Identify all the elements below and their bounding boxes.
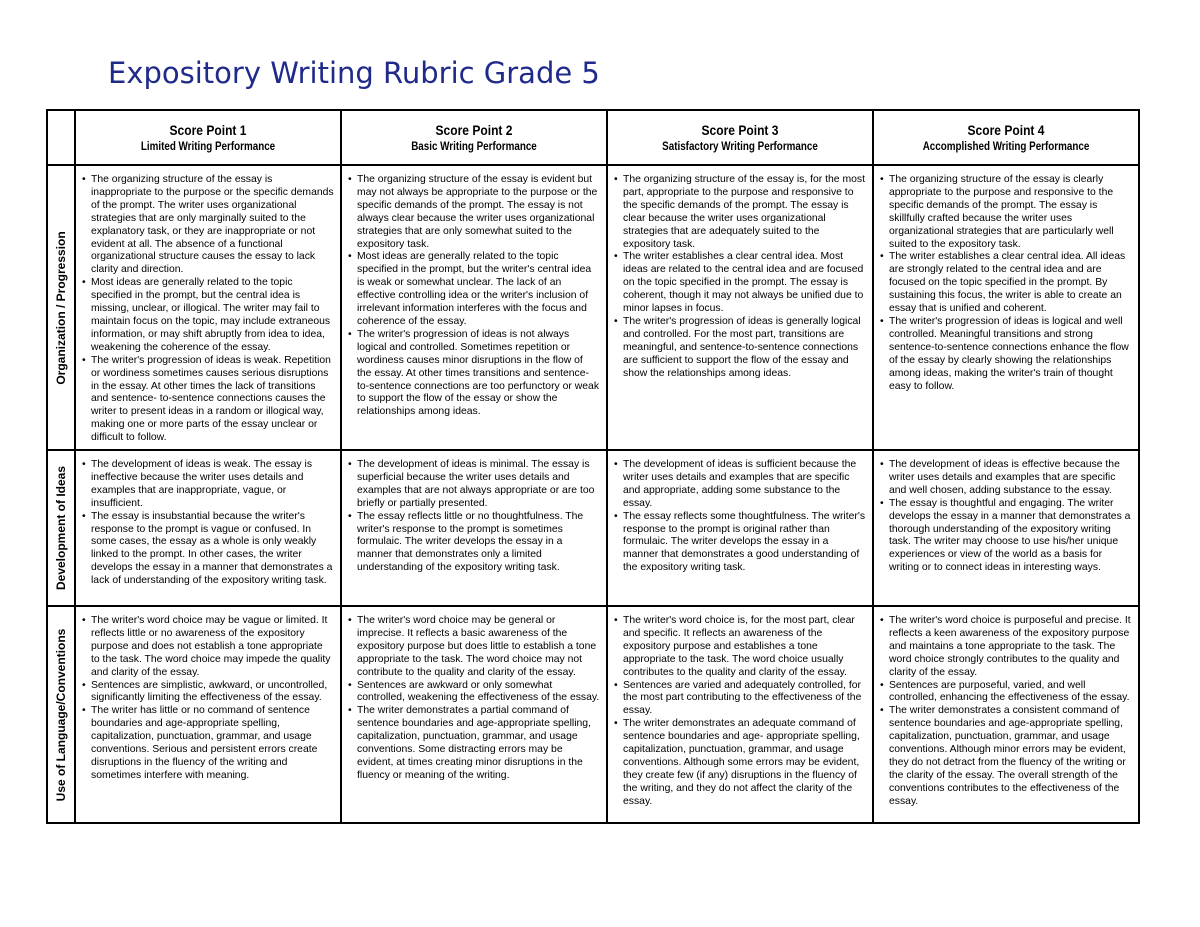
criterion-bullet: • The development of ideas is minimal. The essay is superficial because the writer uses details and examples that are not always appropriate or are too briefly or partially presented. [348,459,600,511]
criterion-bullet: • The writer's progression of ideas is generally logical and controlled. For the most part, transitions are meaningful, and sentence-to-sentence connections are sufficient to support the flow of the essay and show the relationships among ideas. [614,316,866,381]
criterion-bullet: • The organizing structure of the essay is inappropriate to the purpose or the specific demands of the prompt. The writer uses organizational strategies that are only marginally suited to the explanatory task, or they are inappropriate or not evident at all. The absence of a functional organizational structure causes the essay to lack clarity and direction. [82,174,334,277]
column-header-score-4 [873,110,1139,165]
column-header-score-1 [75,110,341,165]
row-label: Organization / Progression [54,230,68,385]
criterion-bullet: • The development of ideas is weak. The essay is ineffective because the writer uses details and examples that are inappropriate, vague, or insufficient. [82,459,334,511]
criterion-bullet: • The writer has little or no command of sentence boundaries and age-appropriate spelling, capitalization, punctuation, grammar, and usage conventions. Serious and persistent errors create disruptions in the fluency of the writing and sometimes interfere with meaning. [82,705,334,782]
column-header-score-3 [607,110,873,165]
rubric-cell [873,165,1139,450]
rubric-cell [75,165,341,450]
criterion-bullet: • Sentences are simplistic, awkward, or uncontrolled, significantly limiting the effectiveness of the essay. [82,680,334,706]
criterion-bullet: • The development of ideas is effective because the writer uses details and examples that are specific and well chosen, adding substance to the essay. [880,459,1132,498]
rubric-row-organization [47,165,1139,450]
criterion-bullet: • The essay reflects some thoughtfulness. The writer's response to the prompt is original rather than formulaic. The writer develops the essay in a manner that demonstrates a good understanding of the expository writing task. [614,511,866,576]
criterion-bullet: • The writer's word choice may be vague or limited. It reflects little or no awareness of the expository purpose and does not establish a tone appropriate to the task. The word choice may impede the quality and clarity of the essay. [82,615,334,680]
score-point-label: Score Point 3 [701,121,779,138]
rubric-cell [75,450,341,606]
criterion-bullet: • The essay reflects little or no thoughtfulness. The writer's response to the prompt is sometimes formulaic. The writer develops the essay in a manner that demonstrates only a limited understanding of the expository writing task. [348,511,600,576]
rubric-cell [341,606,607,823]
criterion-bullet: • The organizing structure of the essay is clearly appropriate to the purpose and responsive to the specific demands of the prompt. The essay is skillfully crafted because the writer uses organizational strategies that are particularly well suited to the expository task. [880,174,1132,251]
corner-cell [47,110,75,165]
criterion-bullet: • The writer's progression of ideas is not always logical and controlled. Sometimes repetition or wordiness causes minor disruptions in the flow of the essay. At other times transitions and sentence-to-sentence connections are too perfunctory or weak to support the flow of the essay or show the relationships among ideas. [348,329,600,419]
criterion-bullet: • The writer's progression of ideas is weak. Repetition or wordiness sometimes causes serious disruptions in the essay. At other times the lack of transitions and sentence- to-sentence connections causes the writer to present ideas in a random or illogical way, making one or more parts of the essay unclear or difficult to follow. [82,355,334,445]
page-title: Expository Writing Rubric Grade 5 [108,56,600,90]
score-point-subtitle: Satisfactory Writing Performance [662,138,818,153]
criterion-bullet: • The writer establishes a clear central idea. Most ideas are related to the central idea and are focused on the topic specified in the prompt. The essay is coherent, though it may not always be unified due to minor lapses in focus. [614,251,866,316]
criterion-bullet: • The writer's progression of ideas is logical and well controlled. Meaningful transitions and strong sentence-to-sentence connections enhance the flow of the essay by clearly showing the relationships among ideas, making the writer's train of thought easy to follow. [880,316,1132,393]
criterion-bullet: • The writer's word choice is purposeful and precise. It reflects a keen awareness of the expository purpose and maintains a tone appropriate to the task. The word choice strongly contributes to the quality and clarity of the essay. [880,615,1132,680]
header-row [47,110,1139,165]
criterion-bullet: • The essay is thoughtful and engaging. The writer develops the essay in a manner that demonstrates a thorough understanding of the expository writing task. The writer may choose to use his/her unique experiences or view of the world as a basis for writing or to connect ideas in interesting ways. [880,498,1132,575]
rubric-cell [341,165,607,450]
score-point-subtitle: Limited Writing Performance [140,138,276,153]
criterion-bullet: • Sentences are varied and adequately controlled, for the most part contributing to the effectiveness of the essay. [614,680,866,719]
criterion-bullet: • The writer establishes a clear central idea. All ideas are strongly related to the central idea and are focused on the topic specified in the prompt. By sustaining this focus, the writer is able to create an essay that is unified and coherent. [880,251,1132,316]
score-point-subtitle: Accomplished Writing Performance [922,138,1090,153]
rubric-row-language [47,606,1139,823]
rubric-cell [75,606,341,823]
criterion-bullet: • The writer's word choice is, for the most part, clear and specific. It reflects an awareness of the expository purpose and establishes a tone appropriate to the task. The word choice usually contributes to the quality and clarity of the essay. [614,615,866,680]
score-point-label: Score Point 4 [967,121,1045,138]
criterion-bullet: • The organizing structure of the essay is, for the most part, appropriate to the purpose and responsive to the specific demands of the prompt. The essay is clear because the writer uses organizational strategies that are adequately suited to the expository task. [614,174,866,251]
criterion-bullet: • The writer demonstrates a partial command of sentence boundaries and age-appropriate spelling, capitalization, punctuation, grammar, and usage conventions. Some distracting errors may be evident, at times creating minor disruptions in the fluency or meaning of the writing. [348,705,600,782]
row-label: Development of Ideas [54,466,68,591]
row-label: Use of Language/Conventions [54,628,68,801]
column-header-score-2 [341,110,607,165]
rubric-cell [341,450,607,606]
criterion-bullet: • Most ideas are generally related to the topic specified in the prompt, but the writer's central idea is weak or somewhat unclear. The lack of an effective controlling idea or the writer's inclusion of irrelevant information interferes with the focus and coherence of the essay. [348,251,600,328]
criterion-bullet: • Sentences are purposeful, varied, and well controlled, enhancing the effectiveness of the essay. [880,680,1132,706]
rubric-cell [607,165,873,450]
row-header [47,606,75,823]
criterion-bullet: • Sentences are awkward or only somewhat controlled, weakening the effectiveness of the essay. [348,680,600,706]
rubric-cell [873,606,1139,823]
criterion-bullet: • The organizing structure of the essay is evident but may not always be appropriate to the purpose or the specific demands of the prompt. The essay is not always clear because the writer uses organizational strategies that are only somewhat suited to the expository task. [348,174,600,251]
row-header [47,165,75,450]
score-point-subtitle: Basic Writing Performance [411,138,537,153]
criterion-bullet: • The writer demonstrates a consistent command of sentence boundaries and age-appropriate spelling, capitalization, punctuation, grammar, and usage conventions. Although minor errors may be evident, they do not detract from the fluency of the writing or the clarity of the essay. The overall strength of the conventions contributes to the effectiveness of the essay. [880,705,1132,808]
criterion-bullet: • Most ideas are generally related to the topic specified in the prompt, but the central idea is missing, unclear, or illogical. The writer may fail to maintain focus on the topic, may include extraneous information, or may shift abruptly from idea to idea, weakening the coherence of the essay. [82,277,334,354]
criterion-bullet: • The writer's word choice may be general or imprecise. It reflects a basic awareness of the expository purpose but does little to establish a tone appropriate to the task. The word choice may not contribute to the quality and clarity of the essay. [348,615,600,680]
rubric-cell [607,606,873,823]
criterion-bullet: • The essay is insubstantial because the writer's response to the prompt is vague or confused. In some cases, the essay as a whole is only weakly linked to the prompt. In other cases, the writer develops the essay in a manner that demonstrates a lack of understanding of the expository writing task. [82,511,334,588]
criterion-bullet: • The writer demonstrates an adequate command of sentence boundaries and age- appropriate spelling, capitalization, punctuation, grammar, and usage conventions. Although some errors may be evident, they create few (if any) disruptions in the fluency of the writing, and they do not affect the clarity of the essay. [614,718,866,808]
rubric-table [46,109,1140,824]
score-point-label: Score Point 1 [169,121,247,138]
rubric-cell [607,450,873,606]
rubric-cell [873,450,1139,606]
rubric-row-development [47,450,1139,606]
row-header [47,450,75,606]
criterion-bullet: • The development of ideas is sufficient because the writer uses details and examples that are specific and appropriate, adding some substance to the essay. [614,459,866,511]
score-point-label: Score Point 2 [435,121,513,138]
